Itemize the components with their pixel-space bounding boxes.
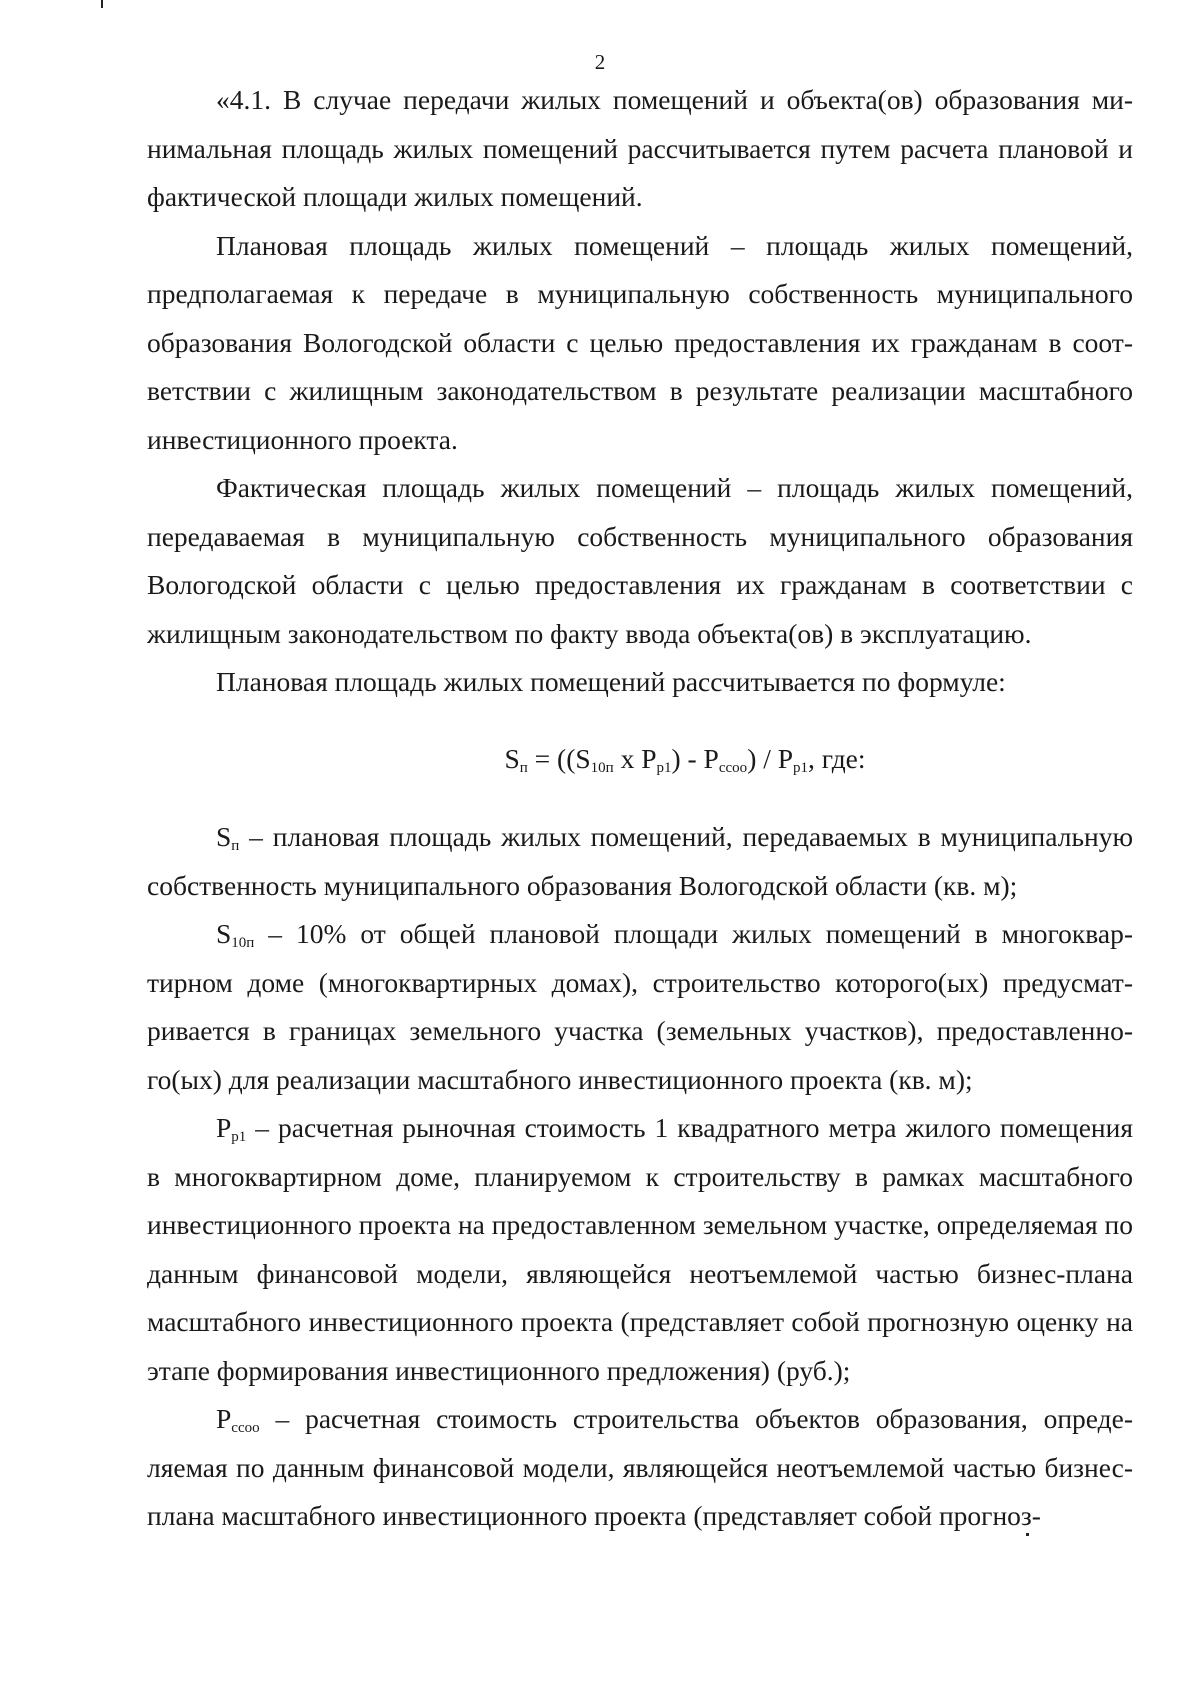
paragraph-4-1: «4.1. В случае передачи жилых помещений и объекта(ов) образования минимальная площадь жилых помещений рассчитывается путем расчета плановой и фактической площади жилых помещений. [147, 84, 1133, 212]
paragraph-planned-area: Плановая площадь жилых помещений – площадь жилых помещений, предполагаемая к передаче в муниципальную собственность муниципального образования Вологодской области с целью предоставления их гражданам в соответствии с жилищным законодательством в результате реализации масштабного инвестиционного проекта. [147, 229, 1133, 455]
definition-pp1: $P_{p1}$ – расчетная рыночная стоимость 1 квадратного метра жилого помещения в многоквартирном доме, планируемом к строительству в рамках масштабного инвестиционного проекта на предоставленном земельном участке, определяемая по данным финансовой модели, являющейся неотъемлемой частью бизнес-плана масштабного инвестиционного проекта (представляет собой прогнозную оценку на этапе формирования инвестиционного предложения) (руб.); [147, 1112, 1133, 1386]
scan-edge-mark [101, 0, 103, 8]
formula: $S_п = ((S_{10п}$ x $P_{p1}) - P_{ccoo}) / P_{p1}$, где: [504, 742, 866, 776]
paragraph-actual-area: Фактическая площадь жилых помещений – площадь жилых помещений, передаваемая в муниципальную собственность муниципального образования Вологодской области с целью предоставления их гражданам в соответствии с жилищным законодательством по факту ввода объекта(ов) в эксплуатацию. [147, 472, 1133, 649]
paragraph-formula-intro: Плановая площадь жилых помещений рассчитывается по формуле: [216, 666, 1006, 697]
page-number: 2 [594, 50, 606, 74]
document-body [147, 76, 1133, 1541]
definition-pccoo: $P_{ccoo}$ – расчетная стоимость строительства объектов образования, определяемая по данным финансовой модели, являющейся неотъемлемой частью бизнес-плана масштабного инвестиционного проекта (представляет собой прогноз- [147, 1403, 1133, 1531]
definition-s10p: $S_{10п} - 10\%$ от общей плановой площади жилых помещений в многоквартирном доме (многоквартирных домах), строительство которого(ых) предусматривается в границах земельного участка (земельных участков), предоставленного(ых) для реализации масштабного инвестиционного проекта (кв. м); [147, 918, 1133, 1095]
definition-sp: $S_п$ – плановая площадь жилых помещений, передаваемых в муниципальную собственность муниципального образования Вологодской области (кв. м); [147, 821, 1133, 901]
